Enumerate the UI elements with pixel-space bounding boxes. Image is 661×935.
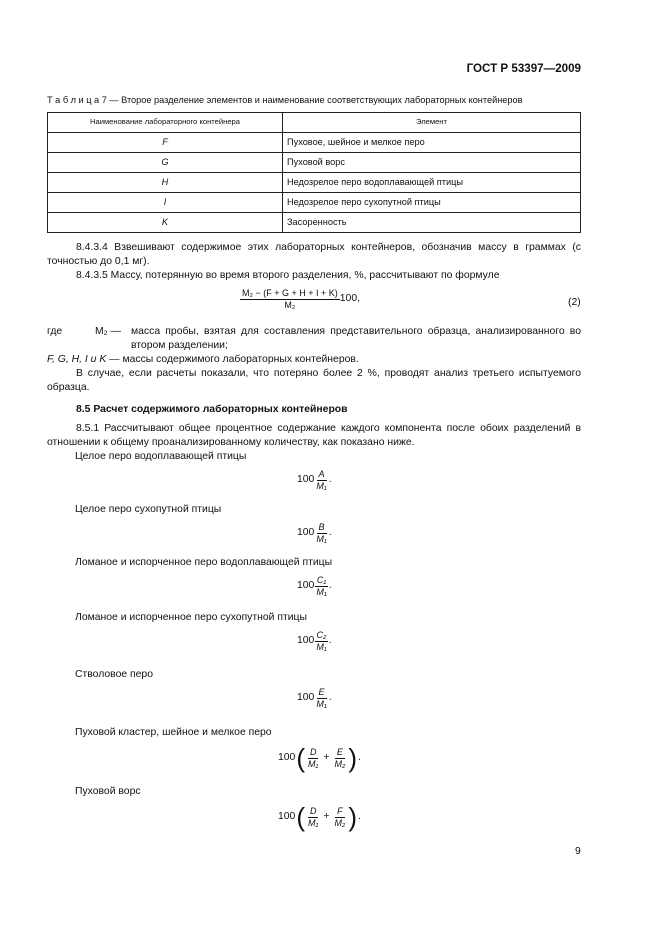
- item-formula: [297, 575, 332, 598]
- item-formula-sum: [278, 745, 361, 771]
- formula-numerator: D: [309, 805, 317, 816]
- formula-numerator: C₁: [316, 575, 327, 585]
- formula-factor: 100: [297, 635, 315, 647]
- right-parenthesis: ): [348, 802, 358, 832]
- where-line2-symbols: F, G, H, I и K —: [47, 354, 120, 365]
- formula-fraction: [314, 687, 328, 710]
- item-label: Стволовое перо: [75, 669, 153, 680]
- formula-denominator: M₁: [316, 480, 327, 491]
- formula-numerator: B: [318, 522, 325, 532]
- paragraph-8-4-3-4: 8.4.3.4 Взвешивают содержимое этих лабораторных контейнеров, обозначив массу в граммах (с точностью до 0,1 мг).: [47, 242, 581, 268]
- formula-denominator: M₁: [308, 817, 319, 828]
- table-row: [48, 133, 581, 153]
- table-cell-name: Недозрелое перо водоплавающей птицы: [283, 173, 581, 193]
- item-formula: [297, 630, 332, 653]
- formula-2-numerator: M₂ − (F + G + H + I + K): [242, 288, 338, 298]
- table-caption-text: — Второе разделение элементов и наименование соответствующих лабораторных контейнеров: [109, 95, 523, 105]
- section-title: 8.5 Расчет содержимого лабораторных контейнеров: [76, 404, 348, 415]
- formula-period: .: [328, 635, 332, 647]
- formula-period: .: [328, 474, 332, 486]
- formula-factor: 100: [297, 527, 315, 539]
- formula-2-factor: 100,: [339, 293, 361, 305]
- formula-2-denominator: M₂: [284, 299, 296, 310]
- table-cell-name: Засоренность: [283, 213, 581, 233]
- table-cell-name: Пуховое, шейное и мелкое перо: [283, 133, 581, 153]
- formula-2-number: (2): [568, 297, 581, 308]
- item-label: Пуховой кластер, шейное и мелкое перо: [75, 727, 272, 738]
- where-line2-description: массы содержимого лабораторных контейнеров.: [122, 354, 359, 365]
- formula-numerator: F: [337, 805, 343, 816]
- table-cell-symbol: I: [48, 193, 283, 213]
- formula-period: .: [358, 751, 361, 763]
- item-formula: [297, 469, 332, 492]
- item-formula: [297, 687, 332, 710]
- formula-factor: 100: [297, 692, 315, 704]
- paragraph-8-4-3-5: 8.4.3.5 Массу, потерянную во время второго разделения, %, рассчитывают по формуле: [76, 270, 500, 281]
- formula-period: .: [328, 692, 332, 704]
- left-parenthesis: (: [296, 743, 306, 773]
- formula-fraction: [332, 747, 347, 770]
- where-line2: [47, 353, 359, 367]
- item-formula: [297, 522, 332, 545]
- formula-period: .: [358, 810, 361, 822]
- formula-factor: 100: [278, 810, 296, 822]
- item-formula-sum: [278, 804, 361, 830]
- formula-period: .: [328, 580, 332, 592]
- table-caption: [47, 94, 523, 106]
- formula-period: .: [328, 527, 332, 539]
- formula-fraction: [314, 522, 328, 545]
- formula-denominator: M₁: [316, 641, 327, 652]
- formula-numerator: E: [336, 746, 343, 757]
- table-header-container: Наименование лабораторного контейнера: [48, 113, 283, 133]
- table-header-element: Элемент: [283, 113, 581, 133]
- plus-sign: +: [323, 810, 330, 822]
- where-description: масса пробы, взятая для составления представительного образца, анализированного во втором разделении;: [131, 326, 581, 352]
- table-cell-symbol: G: [48, 153, 283, 173]
- item-label: Целое перо водоплавающей птицы: [75, 451, 247, 462]
- formula-fraction: [314, 630, 328, 653]
- table-cell-symbol: K: [48, 213, 283, 233]
- elements-table: [47, 112, 581, 233]
- document-header: ГОСТ Р 53397—2009: [466, 62, 581, 75]
- table-row: [48, 213, 581, 233]
- formula-factor: 100: [297, 474, 315, 486]
- table-row: [48, 193, 581, 213]
- formula-numerator: D: [309, 746, 317, 757]
- formula-fraction: [306, 806, 320, 829]
- item-label: Ломаное и испорченное перо сухопутной птицы: [75, 612, 307, 623]
- formula-denominator: M₁: [316, 533, 327, 544]
- formula-factor: 100: [297, 580, 315, 592]
- formula-factor: 100: [278, 751, 296, 763]
- table-caption-label: Т а б л и ц а 7: [47, 95, 107, 105]
- formula-denominator: M₂: [334, 758, 346, 769]
- formula-2: [240, 288, 360, 311]
- paragraph-8-5-1: 8.5.1 Рассчитывают общее процентное содержание каждого компонента после обоих разделений в отношении к общему проанализированному количеству, как показано ниже.: [47, 423, 581, 449]
- formula-numerator: E: [318, 687, 325, 697]
- table-cell-symbol: F: [48, 133, 283, 153]
- formula-fraction: [314, 575, 328, 598]
- formula-fraction: [332, 806, 347, 829]
- item-label: Пуховой ворс: [75, 786, 141, 797]
- item-label: Ломаное и испорченное перо водоплавающей птицы: [75, 557, 333, 568]
- right-parenthesis: ): [348, 743, 358, 773]
- formula-fraction: [314, 469, 328, 492]
- formula-numerator: C₂: [316, 630, 327, 640]
- formula-numerator: A: [318, 469, 325, 479]
- formula-denominator: M₁: [308, 758, 319, 769]
- formula-denominator: M₁: [316, 698, 327, 709]
- where-symbol: M₂ —: [95, 326, 121, 337]
- formula-2-fraction: [240, 288, 340, 311]
- table-row: [48, 173, 581, 193]
- paragraph-case: В случае, если расчеты показали, что потеряно более 2 %, проводят анализ третьего испытуемого образца.: [47, 368, 581, 394]
- where-word: где: [47, 326, 63, 337]
- page-number: 9: [575, 846, 581, 857]
- table-row: [48, 153, 581, 173]
- formula-denominator: M₂: [334, 817, 346, 828]
- table-cell-symbol: H: [48, 173, 283, 193]
- table-cell-name: Недозрелое перо сухопутной птицы: [283, 193, 581, 213]
- item-label: Целое перо сухопутной птицы: [75, 504, 222, 515]
- formula-denominator: M₁: [316, 586, 327, 597]
- plus-sign: +: [323, 751, 330, 763]
- formula-fraction: [306, 747, 320, 770]
- table-header-row: [48, 113, 581, 133]
- left-parenthesis: (: [296, 802, 306, 832]
- table-cell-name: Пуховой ворс: [283, 153, 581, 173]
